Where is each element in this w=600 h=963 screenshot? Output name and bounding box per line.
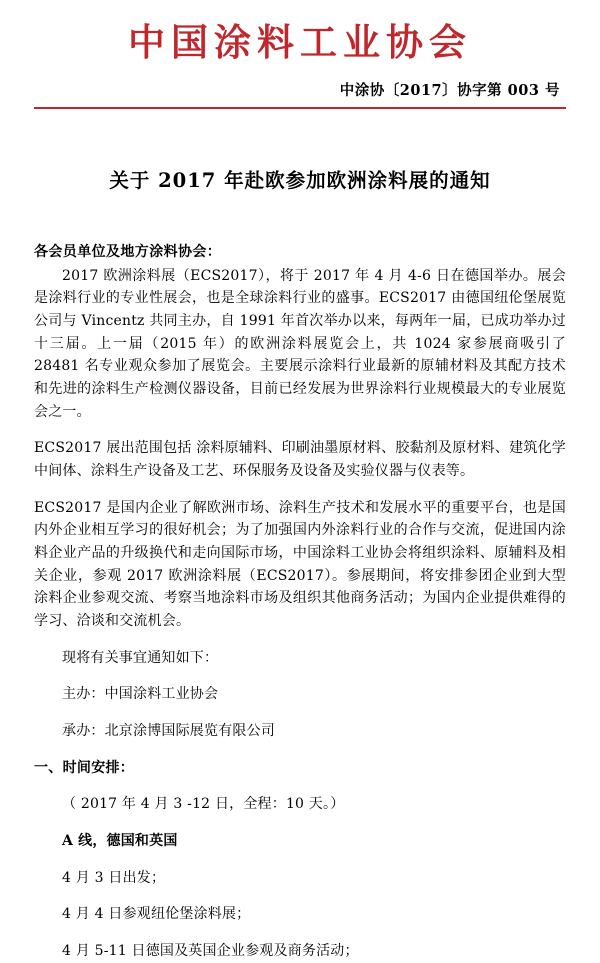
document-body <box>34 265 566 963</box>
paragraph-purpose: ECS2017 是国内企业了解欧洲市场、涂料生产技术和发展水平的重要平台，也是国内外企业相互学习的很好机会；为了加强国内外涂料行业的合作与交流，促进国内涂料企业产品的升级换代和走向国际市场，中国涂料工业协会将组织涂料、原辅料及相关企业，参观 2017 欧洲涂料展（ECS2017）。参展期间，将安排参团企业到大型涂料企业参观交流、考察当地涂料市场及组织其他商务活动；为国内企业提供难得的学习、洽谈和交流机会。 <box>34 499 566 630</box>
section-heading-schedule: 一、时间安排： <box>34 759 135 776</box>
page-title: 关于 2017 年赴欧参加欧洲涂料展的通知 <box>109 168 491 192</box>
salutation: 各会员单位及地方涂料协会： <box>34 243 222 260</box>
document-number: 中涂协〔2017〕协字第 003 号 <box>339 81 560 99</box>
schedule-item-1: 4 月 3 日出发； <box>62 869 166 886</box>
organization-title: 中国涂料工业协会 <box>128 20 472 64</box>
schedule-item-2: 4 月 4 日参观纽伦堡涂料展； <box>62 906 251 923</box>
organizer-line: 主办：中国涂料工业协会 <box>62 686 219 703</box>
red-divider-rule <box>34 107 566 109</box>
closing-intro: 现将有关事宜通知如下： <box>62 649 219 666</box>
schedule-item-3: 4 月 5-11 日德国及英国企业参观及商务活动； <box>62 943 359 960</box>
route-a-heading: A 线，德国和英国 <box>62 833 178 850</box>
paragraph-scope: ECS2017 展出范围包括 涂料原辅料、印刷油墨原材料、胶黏剂及原材料、建筑化学中间体、涂料生产设备及工艺、环保服务及设备及实验仪器与仪表等。 <box>34 440 566 480</box>
letterhead <box>34 0 566 63</box>
schedule-note: （ 2017 年 4 月 3 -12 日，全程：10 天。） <box>62 796 345 813</box>
undertaker-line: 承办：北京涂博国际展览有限公司 <box>62 723 275 740</box>
paragraph-intro: 2017 欧洲涂料展（ECS2017），将于 2017 年 4 月 4-6 日在德国举办。展会是涂料行业的专业性展会，也是全球涂料行业的盛事。ECS2017 由德国纽伦堡展览公司与 Vincentz 共同主办，自 1991 年首次举办以来，每两年一届，已成功举办过十三届。上一届（2015 年）的欧洲涂料展览会上，共 1024 家参展商吸引了 28481 名专业观众参加了展览会。主要展示涂料行业最新的原辅材料及其配方技术和先进的涂料生产检测仪器设备，目前已经发展为世界涂料行业规模最大的专业展览会之一。 <box>34 267 566 420</box>
